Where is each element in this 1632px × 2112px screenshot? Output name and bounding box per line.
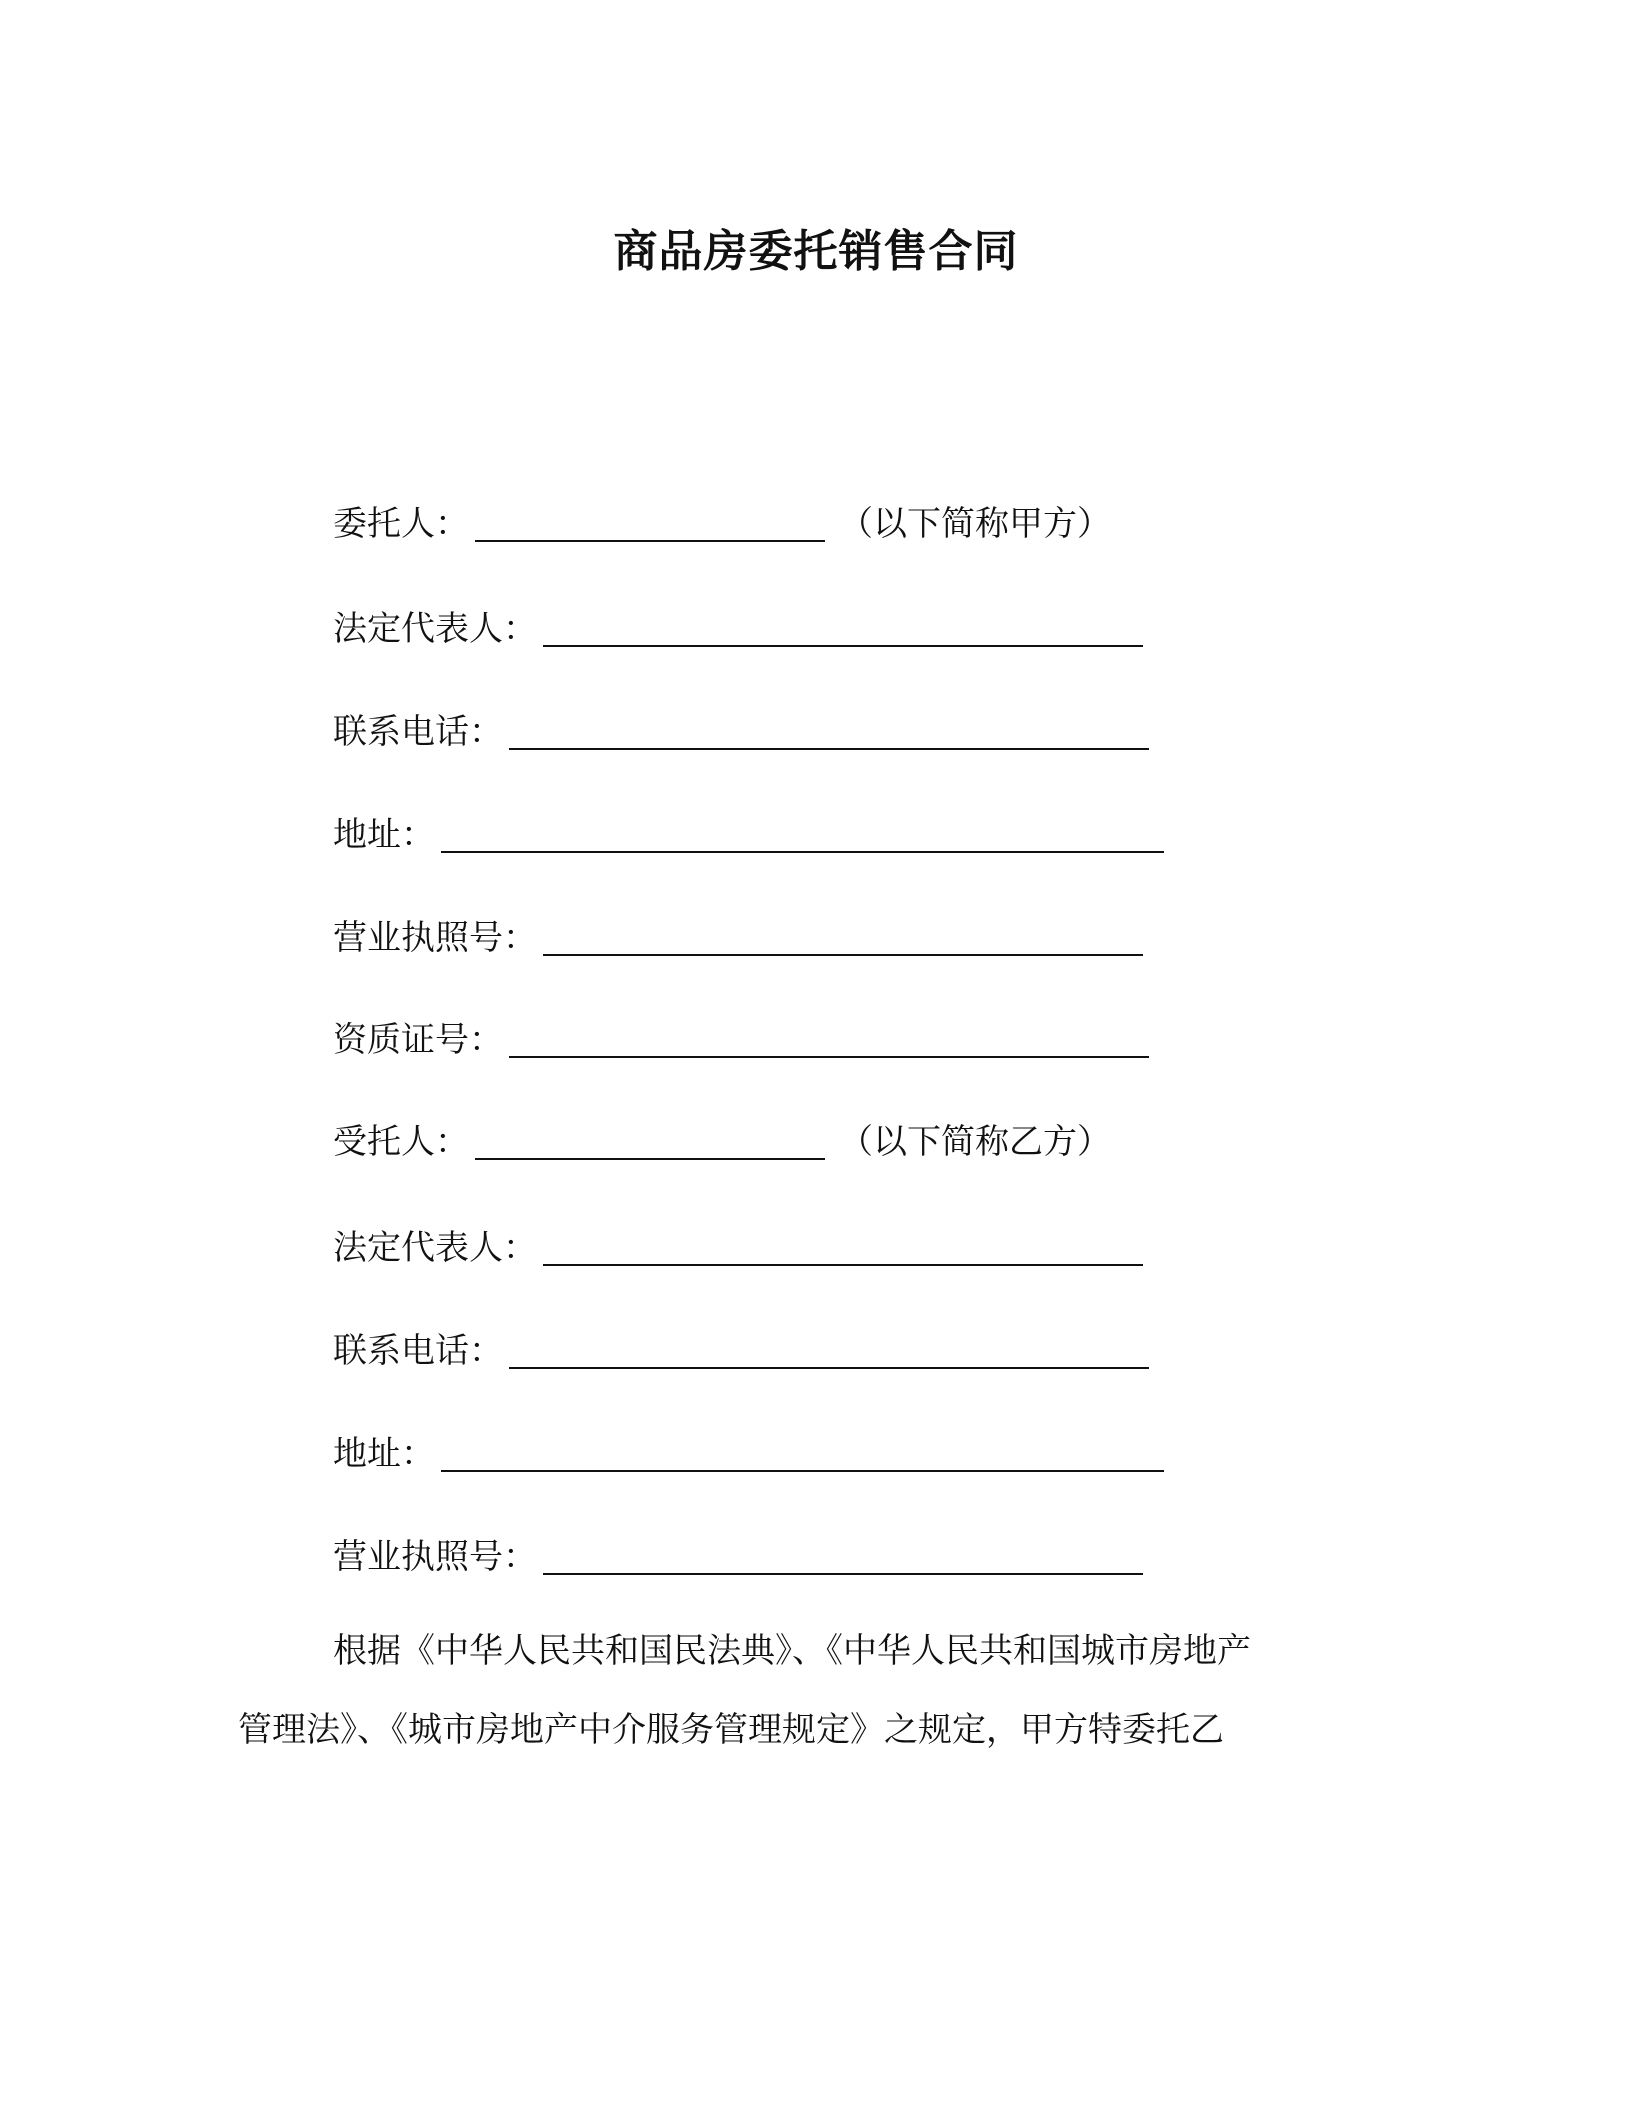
party-a-license-field xyxy=(333,906,1143,962)
party-b-license-field xyxy=(333,1525,1143,1581)
party-a-phone-label: 联系电话： xyxy=(333,712,503,752)
principal-field xyxy=(333,492,1111,548)
party-b-address-label: 地址： xyxy=(333,1434,435,1474)
party-a-license-blank[interactable] xyxy=(543,920,1143,956)
party-b-legal-rep-field xyxy=(333,1216,1143,1272)
party-a-phone-field xyxy=(333,700,1149,756)
body-paragraph-line-2: 管理法》、《城市房地产中介服务管理规定》之规定，甲方特委托乙 xyxy=(238,1710,1224,1750)
party-b-address-blank[interactable] xyxy=(441,1436,1164,1472)
party-a-address-label: 地址： xyxy=(333,815,435,855)
party-a-address-blank[interactable] xyxy=(441,817,1164,853)
document-title: 商品房委托销售合同 xyxy=(613,226,1019,277)
agent-label: 受托人： xyxy=(333,1122,469,1162)
party-b-phone-label: 联系电话： xyxy=(333,1331,503,1371)
party-b-legal-rep-label: 法定代表人： xyxy=(333,1228,537,1268)
principal-label: 委托人： xyxy=(333,504,469,544)
party-a-legal-rep-blank[interactable] xyxy=(543,611,1143,647)
party-a-license-label: 营业执照号： xyxy=(333,918,537,958)
body-paragraph-line-1: 根据《中华人民共和国民法典》、《中华人民共和国城市房地产 xyxy=(333,1631,1251,1671)
agent-blank[interactable] xyxy=(475,1124,825,1160)
party-a-legal-rep-label: 法定代表人： xyxy=(333,609,537,649)
party-a-qualification-label: 资质证号： xyxy=(333,1020,503,1060)
party-b-license-label: 营业执照号： xyxy=(333,1537,537,1577)
party-a-address-field xyxy=(333,803,1164,859)
party-b-phone-blank[interactable] xyxy=(509,1333,1149,1369)
party-b-legal-rep-blank[interactable] xyxy=(543,1230,1143,1266)
party-a-qualification-blank[interactable] xyxy=(509,1022,1149,1058)
party-a-legal-rep-field xyxy=(333,597,1143,653)
party-b-license-blank[interactable] xyxy=(543,1539,1143,1575)
agent-field xyxy=(333,1110,1111,1166)
party-b-address-field xyxy=(333,1422,1164,1478)
agent-suffix: （以下简称乙方） xyxy=(839,1122,1111,1162)
party-a-qualification-field xyxy=(333,1008,1149,1064)
party-a-phone-blank[interactable] xyxy=(509,714,1149,750)
principal-blank[interactable] xyxy=(475,506,825,542)
party-b-phone-field xyxy=(333,1319,1149,1375)
principal-suffix: （以下简称甲方） xyxy=(839,504,1111,544)
